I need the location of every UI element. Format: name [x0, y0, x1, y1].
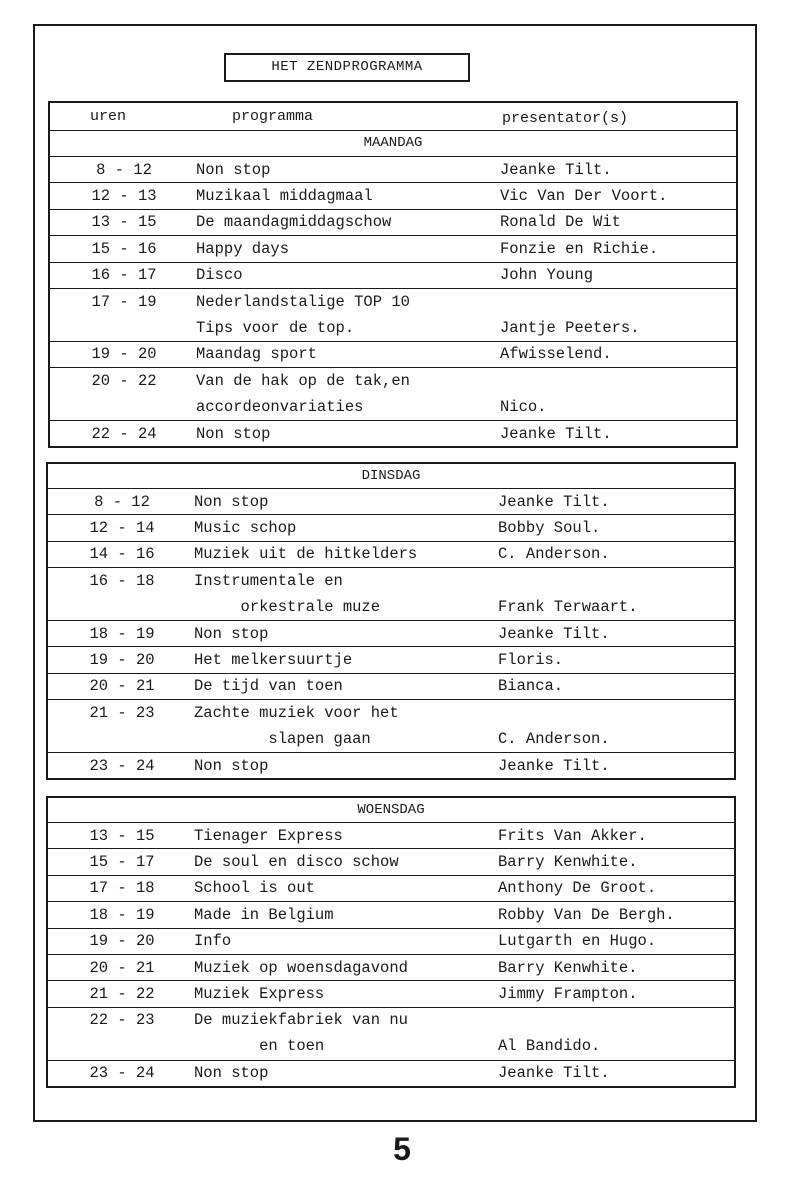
column-header-program: programma: [232, 108, 314, 125]
table-row: [48, 875, 734, 901]
program-cell: Disco: [196, 266, 243, 285]
presenter-cell: Bianca.: [498, 677, 564, 696]
presenter-cell: C. Anderson.: [498, 545, 610, 564]
presenter-cell: Frits Van Akker.: [498, 826, 647, 845]
program-cell: Muzikaal middagmaal: [196, 187, 373, 206]
presenter-cell: Ronald De Wit: [500, 213, 621, 232]
presenter-cell: Lutgarth en Hugo.: [498, 932, 657, 951]
program-cell: Muziek op woensdagavond: [194, 958, 408, 977]
time-cell: 23 - 24: [89, 756, 155, 775]
day-name: MAANDAG: [363, 135, 423, 151]
presenter-cell: Al Bandido.: [498, 1037, 601, 1056]
time-cell: 18 - 19: [89, 624, 155, 643]
table-row: [48, 514, 734, 540]
schedule-table-dinsdag: [46, 462, 736, 780]
time-cell: 21 - 23: [89, 703, 155, 722]
program-cell: Tienager Express: [194, 826, 343, 845]
program-cell: accordeonvariaties: [196, 397, 364, 416]
day-name: WOENSDAG: [357, 802, 425, 818]
table-row: [48, 822, 734, 848]
presenter-cell: Jimmy Frampton.: [498, 985, 638, 1004]
time-cell: 20 - 22: [91, 371, 157, 390]
time-cell: 17 - 19: [91, 292, 157, 311]
table-row: [50, 341, 736, 367]
table-row: [48, 620, 734, 646]
program-cell: Zachte muziek voor het: [194, 703, 399, 722]
presenter-cell: Jeanke Tilt.: [500, 160, 612, 179]
column-header-presenter: presentator(s): [502, 110, 629, 127]
table-row: [48, 646, 734, 672]
table-row: [50, 367, 736, 393]
presenter-cell: Robby Van De Bergh.: [498, 905, 675, 924]
time-cell: 15 - 17: [89, 853, 155, 872]
program-cell: De tijd van toen: [194, 677, 343, 696]
table-row: [48, 726, 734, 752]
program-cell: School is out: [194, 879, 315, 898]
time-cell: 19 - 20: [91, 345, 157, 364]
time-cell: 13 - 15: [89, 826, 155, 845]
time-cell: 17 - 18: [89, 879, 155, 898]
page-title: HET ZENDPROGRAMMA: [224, 53, 470, 82]
column-header-row: [50, 103, 736, 130]
program-cell: Info: [194, 932, 232, 951]
presenter-cell: Fonzie en Richie.: [500, 239, 659, 258]
presenter-cell: Anthony De Groot.: [498, 879, 657, 898]
time-cell: 12 - 14: [89, 519, 155, 538]
time-cell: [56, 726, 188, 752]
presenter-cell: Jeanke Tilt.: [500, 424, 612, 443]
program-cell: slapen gaan: [194, 729, 371, 748]
program-cell: Non stop: [194, 492, 269, 511]
program-cell: Non stop: [194, 756, 269, 775]
time-cell: 15 - 16: [91, 239, 157, 258]
table-row: [50, 394, 736, 420]
presenter-cell: Jeanke Tilt.: [498, 756, 610, 775]
table-row: [50, 156, 736, 182]
presenter-cell: John Young: [500, 266, 594, 285]
time-cell: 20 - 21: [89, 677, 155, 696]
day-name: DINSDAG: [361, 468, 421, 484]
time-cell: [58, 394, 190, 420]
day-heading: [48, 464, 734, 488]
table-row: [48, 752, 734, 778]
time-cell: 8 - 12: [94, 492, 150, 511]
time-cell: 22 - 23: [89, 1011, 155, 1030]
time-cell: 18 - 19: [89, 905, 155, 924]
program-cell: De soul en disco schow: [194, 853, 399, 872]
program-cell: Het melkersuurtje: [194, 651, 353, 670]
schedule-table-maandag: [48, 101, 738, 448]
presenter-cell: Jantje Peeters.: [500, 318, 640, 337]
program-cell: Tips voor de top.: [196, 318, 355, 337]
table-row: [48, 1060, 734, 1086]
presenter-cell: C. Anderson.: [498, 729, 610, 748]
program-cell: Happy days: [196, 239, 290, 258]
schedule-table-woensdag: [46, 796, 736, 1088]
table-row: [48, 1007, 734, 1033]
presenter-cell: Barry Kenwhite.: [498, 853, 638, 872]
presenter-cell: Nico.: [500, 397, 547, 416]
table-row: [48, 901, 734, 927]
program-cell: Non stop: [194, 624, 269, 643]
column-header-time: uren: [90, 108, 127, 125]
time-cell: 16 - 18: [89, 571, 155, 590]
table-row: [48, 594, 734, 620]
time-cell: 22 - 24: [91, 424, 157, 443]
time-cell: 20 - 21: [89, 958, 155, 977]
table-row: [48, 954, 734, 980]
program-cell: Muziek Express: [194, 985, 325, 1004]
time-cell: 23 - 24: [89, 1064, 155, 1083]
table-row: [48, 673, 734, 699]
table-row: [48, 1033, 734, 1059]
presenter-cell: Vic Van Der Voort.: [500, 187, 668, 206]
time-cell: 13 - 15: [91, 213, 157, 232]
table-row: [50, 420, 736, 446]
day-heading: [50, 130, 736, 156]
table-row: [50, 262, 736, 288]
page-number: 5: [393, 1131, 411, 1167]
presenter-cell: Bobby Soul.: [498, 519, 601, 538]
table-row: [48, 699, 734, 725]
table-row: [48, 488, 734, 514]
table-row: [48, 848, 734, 874]
program-cell: en toen: [194, 1037, 325, 1056]
program-cell: Muziek uit de hitkelders: [194, 545, 418, 564]
time-cell: 8 - 12: [96, 160, 152, 179]
presenter-cell: Floris.: [498, 651, 564, 670]
program-cell: Non stop: [196, 160, 271, 179]
time-cell: 12 - 13: [91, 187, 157, 206]
table-row: [50, 209, 736, 235]
table-row: [50, 182, 736, 208]
table-row: [50, 314, 736, 340]
table-row: [48, 980, 734, 1006]
time-cell: 19 - 20: [89, 651, 155, 670]
table-row: [48, 567, 734, 593]
presenter-cell: Jeanke Tilt.: [498, 492, 610, 511]
program-cell: Instrumentale en: [194, 571, 343, 590]
table-row: [48, 541, 734, 567]
time-cell: 19 - 20: [89, 932, 155, 951]
time-cell: [58, 314, 190, 340]
presenter-cell: Afwisselend.: [500, 345, 612, 364]
program-cell: De muziekfabriek van nu: [194, 1011, 408, 1030]
program-cell: Van de hak op de tak,en: [196, 371, 410, 390]
program-cell: Non stop: [196, 424, 271, 443]
presenter-cell: Jeanke Tilt.: [498, 1064, 610, 1083]
presenter-cell: Barry Kenwhite.: [498, 958, 638, 977]
program-cell: Made in Belgium: [194, 905, 334, 924]
program-cell: Music schop: [194, 519, 297, 538]
time-cell: 14 - 16: [89, 545, 155, 564]
time-cell: [56, 594, 188, 620]
table-row: [48, 928, 734, 954]
program-cell: orkestrale muze: [194, 597, 381, 616]
table-row: [50, 288, 736, 314]
presenter-cell: Frank Terwaart.: [498, 597, 638, 616]
program-cell: Nederlandstalige TOP 10: [196, 292, 410, 311]
program-cell: Maandag sport: [196, 345, 317, 364]
time-cell: 16 - 17: [91, 266, 157, 285]
time-cell: [56, 1033, 188, 1059]
table-row: [50, 235, 736, 261]
time-cell: 21 - 22: [89, 985, 155, 1004]
program-cell: De maandagmiddagschow: [196, 213, 392, 232]
presenter-cell: Jeanke Tilt.: [498, 624, 610, 643]
day-heading: [48, 798, 734, 822]
program-cell: Non stop: [194, 1064, 269, 1083]
